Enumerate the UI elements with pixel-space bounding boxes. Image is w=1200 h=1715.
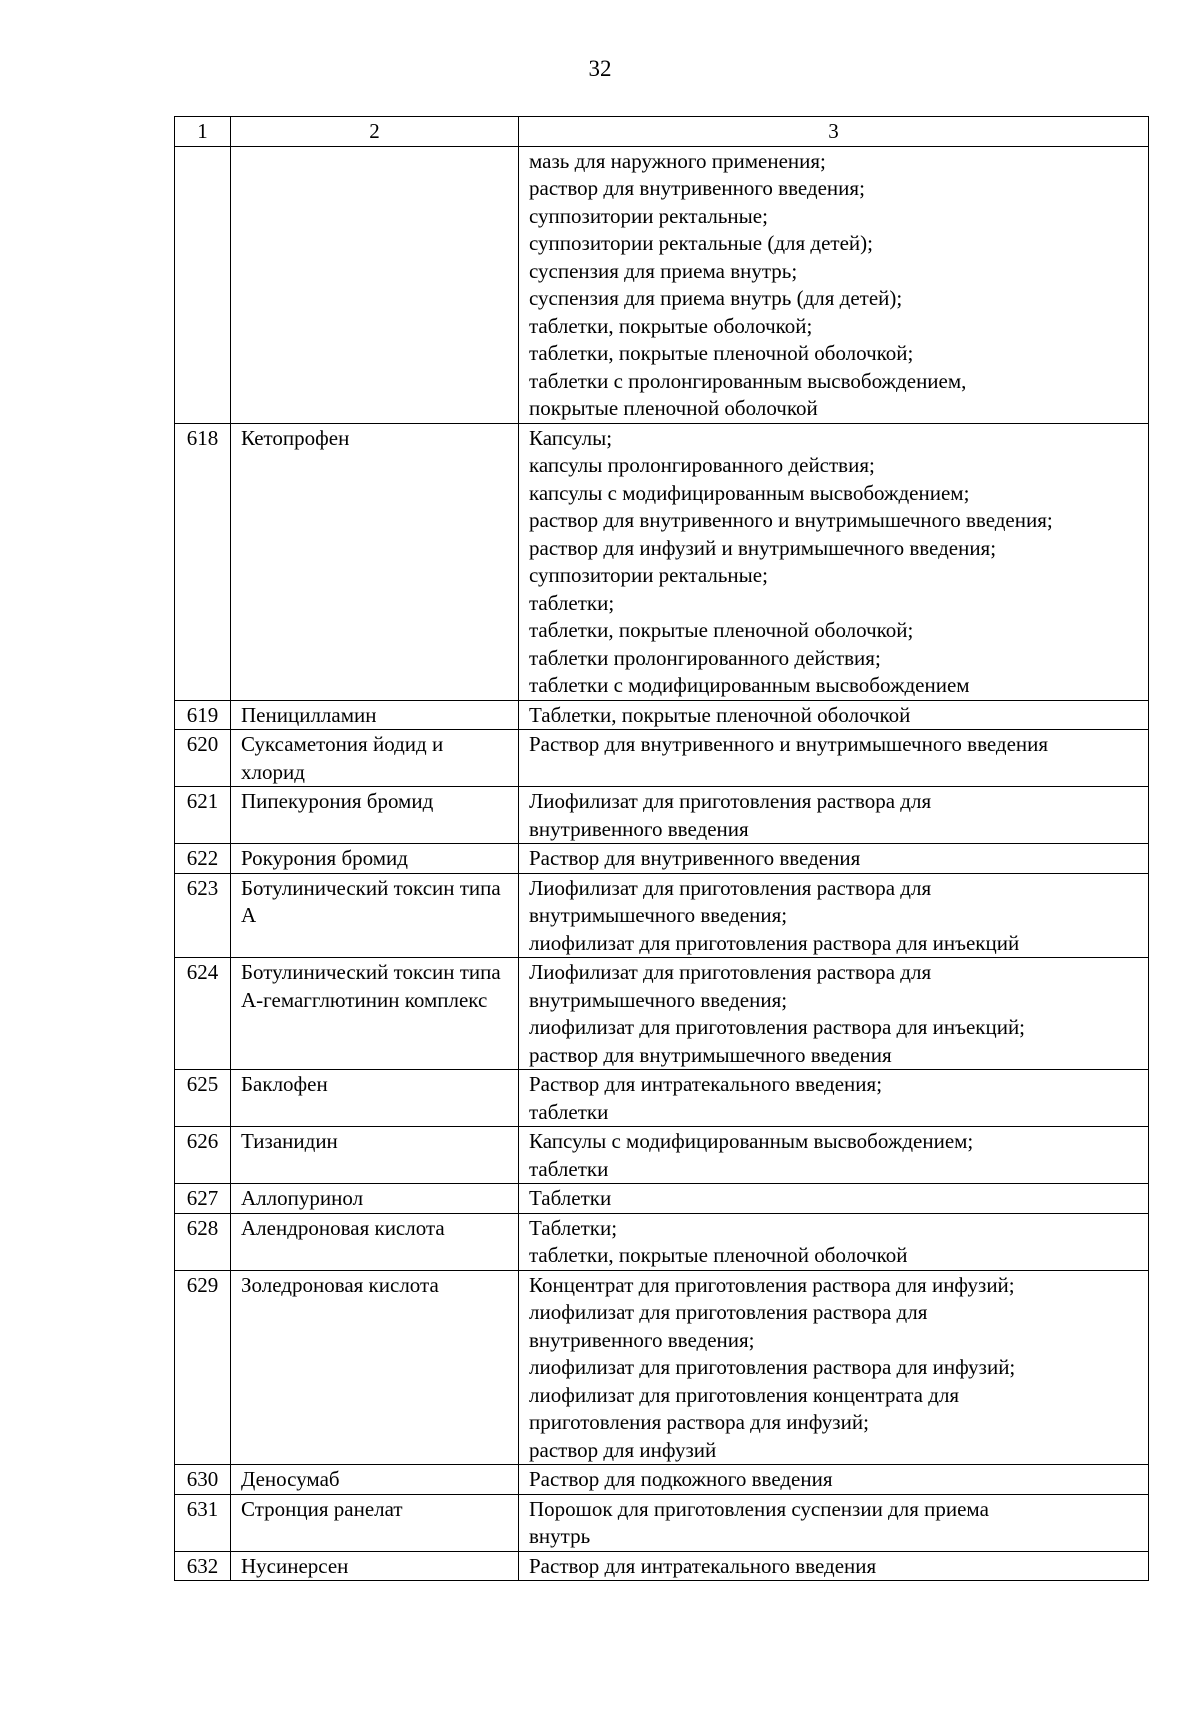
row-number-cell: 626 [175,1127,231,1184]
medicine-name-cell: Нусинерсен [231,1551,519,1581]
dosage-form-line: лиофилизат для приготовления концентрата для [529,1382,960,1407]
table-row [175,787,1149,844]
dosage-form-line: капсулы с модифицированным высвобождением; [529,480,970,505]
dosage-form-line: внутрь [529,1524,591,1548]
dosage-form-line: раствор для внутривенного введения; [529,176,865,200]
table-row [175,146,1149,423]
medicine-name-cell: Ботулинический токсин типа А-гемагглютинин комплекс [231,958,519,1070]
dosage-forms-cell [519,1494,1149,1551]
dosage-form-line: лиофилизат для приготовления раствора для инъекций; [529,1015,1026,1039]
medicine-name-cell: Пипекурония бромид [231,787,519,844]
dosage-form-line: таблетки с модифицированным высвобождением [529,673,970,697]
dosage-form-line: Раствор для подкожного введения [529,1467,833,1491]
medicine-name-cell: Стронция ранелат [231,1494,519,1551]
dosage-form-line: Раствор для интратекального введения [529,1553,877,1578]
dosage-forms-cell [519,1270,1149,1465]
dosage-form-line: раствор для инфузий [529,1437,717,1462]
dosage-form-line: Лиофилизат для приготовления раствора для [529,789,932,813]
dosage-form-line: лиофилизат для приготовления раствора для [529,1300,928,1324]
header-cell-forms: 3 [519,117,1149,147]
medicine-name-cell: Суксаметония йодид и хлорид [231,730,519,787]
table-row [175,423,1149,700]
row-number-cell: 632 [175,1551,231,1581]
row-number-cell: 622 [175,844,231,874]
dosage-form-line: Раствор для интратекального введения; [529,1072,883,1096]
dosage-form-line: покрытые пленочной оболочкой [529,396,818,420]
medicine-name-cell: Тизанидин [231,1127,519,1184]
dosage-form-line: раствор для внутримышечного введения [529,1042,892,1067]
row-number-cell: 629 [175,1270,231,1465]
dosage-forms-cell [519,787,1149,844]
row-number-cell: 620 [175,730,231,787]
medicines-table-body [175,117,1149,1581]
medicines-table [174,116,1149,1581]
row-number-cell: 628 [175,1213,231,1270]
dosage-forms-cell [519,1465,1149,1495]
dosage-forms-cell [519,958,1149,1070]
dosage-form-line: суспензия для приема внутрь; [529,258,798,283]
table-row [175,730,1149,787]
dosage-forms-cell [519,1070,1149,1127]
dosage-form-line: таблетки [529,1099,609,1124]
dosage-form-line: суспензия для приема внутрь (для детей); [529,286,903,310]
table-row [175,1127,1149,1184]
dosage-form-line: суппозитории ректальные; [529,203,768,228]
dosage-form-line: Таблетки; [529,1215,618,1240]
row-number-cell: 630 [175,1465,231,1495]
dosage-form-line: раствор для инфузий и внутримышечного введения; [529,535,997,560]
table-row [175,1551,1149,1581]
table-row [175,700,1149,730]
row-number-cell: 621 [175,787,231,844]
table-row [175,958,1149,1070]
dosage-forms-cell [519,1551,1149,1581]
dosage-form-line: таблетки, покрытые пленочной оболочкой; [529,618,914,642]
table-row [175,1465,1149,1495]
dosage-form-line: Лиофилизат для приготовления раствора для [529,875,932,900]
medicine-name-cell: Аллопуринол [231,1184,519,1214]
dosage-form-line: мазь для наружного применения; [529,148,826,173]
dosage-form-line: лиофилизат для приготовления раствора для инъекций [529,930,1020,955]
dosage-form-line: таблетки пролонгированного действия; [529,645,881,670]
medicine-name-cell: Деносумаб [231,1465,519,1495]
medicine-name-cell [231,146,519,423]
row-number-cell: 624 [175,958,231,1070]
dosage-form-line: внутривенного введения [529,816,749,841]
dosage-form-line: приготовления раствора для инфузий; [529,1410,869,1434]
medicine-name-cell: Пеницилламин [231,700,519,730]
medicine-name-cell: Кетопрофен [231,423,519,700]
dosage-form-line: суппозитории ректальные; [529,563,768,587]
table-row [175,1184,1149,1214]
table-row [175,1270,1149,1465]
dosage-form-line: Раствор для внутривенного введения [529,846,861,870]
row-number-cell: 631 [175,1494,231,1551]
row-number-cell: 619 [175,700,231,730]
dosage-forms-cell [519,1127,1149,1184]
dosage-form-line: Концентрат для приготовления раствора для инфузий; [529,1272,1015,1297]
dosage-form-line: Таблетки, покрытые пленочной оболочкой [529,702,911,727]
dosage-form-line: Таблетки [529,1186,612,1210]
header-cell-name: 2 [231,117,519,147]
dosage-forms-cell [519,873,1149,958]
dosage-form-line: Капсулы; [529,425,613,450]
row-number-cell [175,146,231,423]
dosage-form-line: внутривенного введения; [529,1327,755,1352]
dosage-form-line: раствор для внутривенного и внутримышечного введения; [529,508,1053,532]
row-number-cell: 627 [175,1184,231,1214]
dosage-forms-cell [519,700,1149,730]
dosage-forms-cell [519,423,1149,700]
table-row [175,1213,1149,1270]
dosage-form-line: таблетки, покрытые пленочной оболочкой; [529,341,914,365]
dosage-form-line: таблетки [529,1156,609,1181]
table-header-row [175,117,1149,147]
table-row [175,1070,1149,1127]
row-number-cell: 625 [175,1070,231,1127]
table-row [175,1494,1149,1551]
medicine-name-cell: Золедроновая кислота [231,1270,519,1465]
dosage-form-line: суппозитории ректальные (для детей); [529,231,873,255]
page-number: 32 [588,56,612,81]
dosage-form-line: таблетки с пролонгированным высвобождением, [529,368,967,393]
row-number-cell: 623 [175,873,231,958]
dosage-forms-cell [519,844,1149,874]
medicine-name-cell: Баклофен [231,1070,519,1127]
medicine-name-cell: Алендроновая кислота [231,1213,519,1270]
dosage-form-line: внутримышечного введения; [529,903,788,927]
dosage-forms-cell [519,146,1149,423]
dosage-form-line: лиофилизат для приготовления раствора для инфузий; [529,1355,1016,1379]
dosage-forms-cell [519,1184,1149,1214]
table-row [175,844,1149,874]
dosage-form-line: внутримышечного введения; [529,987,788,1012]
row-number-cell: 618 [175,423,231,700]
dosage-form-line: капсулы пролонгированного действия; [529,453,875,477]
dosage-form-line: Порошок для приготовления суспензии для приема [529,1496,989,1521]
dosage-forms-cell [519,1213,1149,1270]
dosage-form-line: Раствор для внутривенного и внутримышечного введения [529,732,1049,756]
table-row [175,873,1149,958]
dosage-form-line: таблетки, покрытые оболочкой; [529,313,813,338]
dosage-form-line: Капсулы с модифицированным высвобождением; [529,1129,974,1153]
medicine-name-cell: Рокурония бромид [231,844,519,874]
dosage-forms-cell [519,730,1149,787]
medicine-name-cell: Ботулинический токсин типа А [231,873,519,958]
header-cell-number: 1 [175,117,231,147]
dosage-form-line: таблетки, покрытые пленочной оболочкой [529,1243,908,1267]
dosage-form-line: таблетки; [529,590,615,615]
dosage-form-line: Лиофилизат для приготовления раствора для [529,960,932,984]
